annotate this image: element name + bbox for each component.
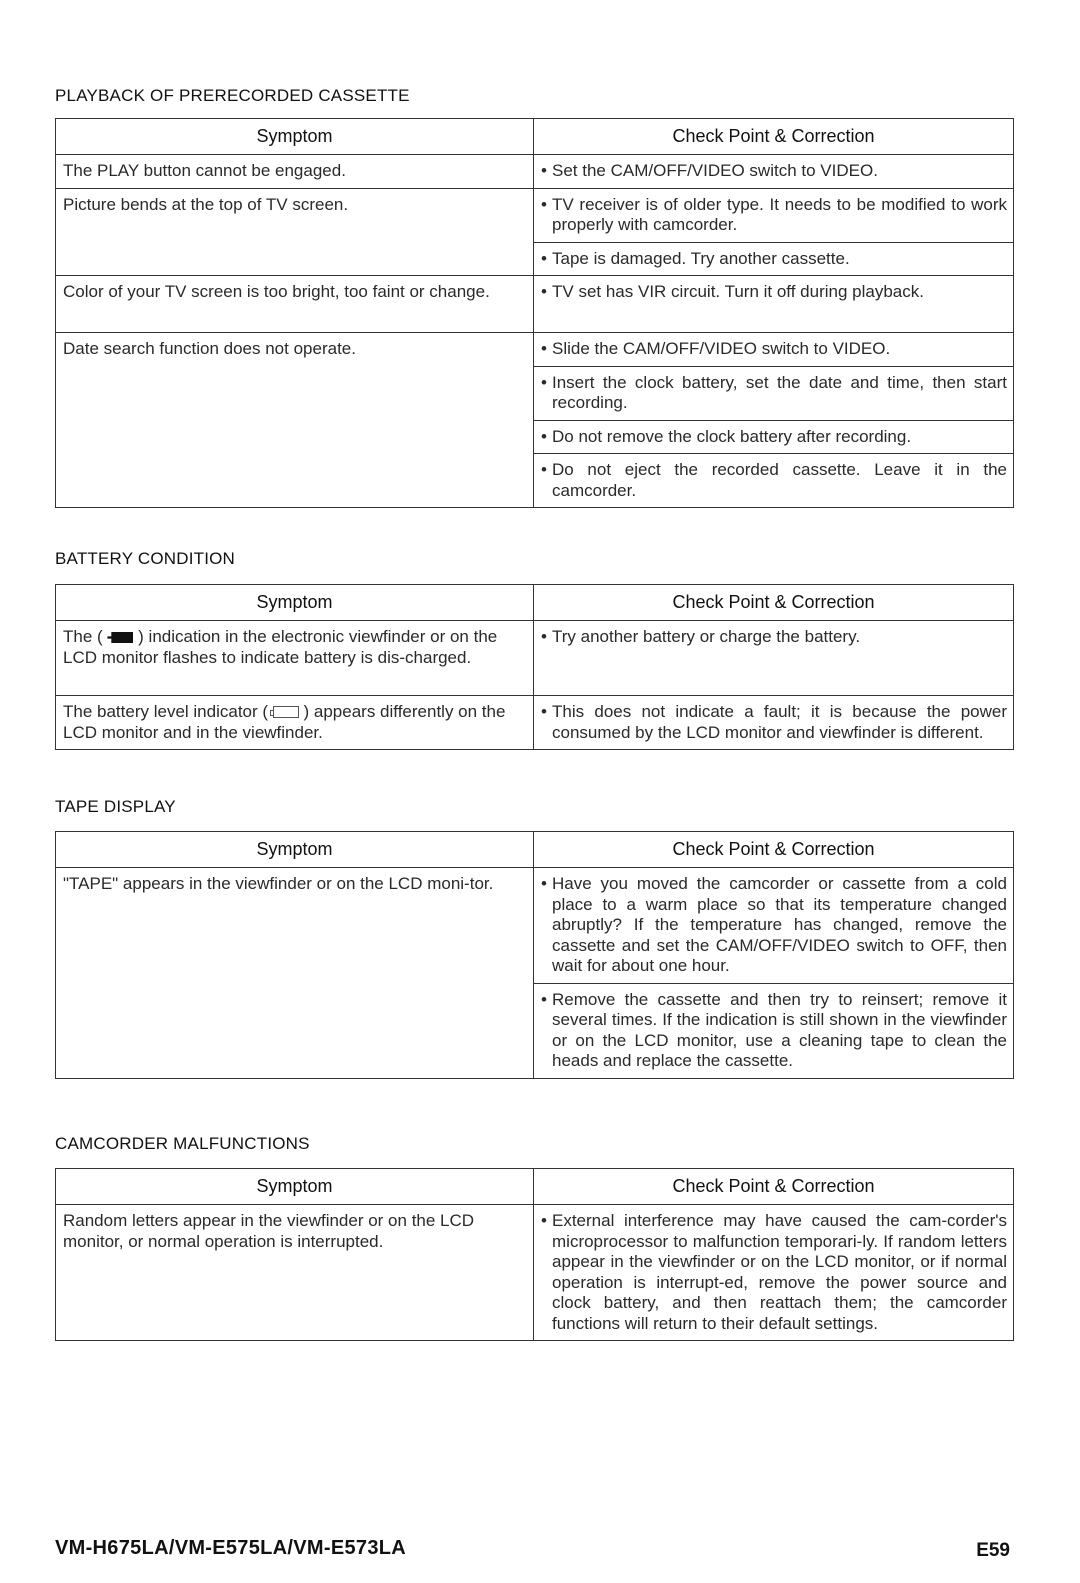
symptom-cell: Picture bends at the top of TV screen. bbox=[56, 188, 534, 276]
check-cell bbox=[534, 276, 1014, 333]
symptom-cell: The PLAY button cannot be engaged. bbox=[56, 155, 534, 189]
symptom-text: ) appears differently on the LCD monitor and in the viewfinder. bbox=[63, 702, 506, 742]
table-row bbox=[56, 188, 1014, 242]
check-cell bbox=[534, 696, 1014, 750]
check-text: Insert the clock battery, set the date and time, then start recording. bbox=[552, 372, 1007, 412]
page-number: E59 bbox=[976, 1540, 1010, 1561]
bullet: • bbox=[541, 1211, 547, 1230]
symptom-header: Symptom bbox=[56, 585, 534, 621]
symptom-cell: "TAPE" appears in the viewfinder or on the LCD moni-tor. bbox=[56, 868, 534, 1079]
section-title-camcorder: CAMCORDER MALFUNCTIONS bbox=[55, 1134, 310, 1153]
battery-table bbox=[55, 584, 1014, 750]
check-cell bbox=[534, 366, 1014, 420]
check-cell bbox=[534, 420, 1014, 454]
check-cell bbox=[534, 454, 1014, 508]
section-title-battery: BATTERY CONDITION bbox=[55, 549, 236, 568]
symptom-text: ) indication in the electronic viewfinder or on the LCD monitor flashes to indicate battery is dis-charged. bbox=[63, 627, 498, 667]
table-header-row bbox=[56, 585, 1014, 621]
symptom-cell: Date search function does not operate. bbox=[56, 333, 534, 508]
bullet: • bbox=[541, 989, 547, 1009]
table-row bbox=[56, 1205, 1014, 1341]
bullet: • bbox=[541, 874, 547, 893]
check-cell bbox=[534, 983, 1014, 1078]
check-text: TV set has VIR circuit. Turn it off during playback. bbox=[552, 282, 924, 301]
symptom-header: Symptom bbox=[56, 1169, 534, 1205]
check-text: TV receiver is of older type. It needs to be modified to work properly with camcorder. bbox=[552, 194, 1007, 234]
bullet: • bbox=[541, 194, 547, 214]
check-text: Do not remove the clock battery after recording. bbox=[552, 426, 912, 446]
battery-level-icon bbox=[273, 706, 299, 718]
tape-table bbox=[55, 831, 1014, 1079]
check-text: Try another battery or charge the battery. bbox=[552, 627, 861, 646]
check-header: Check Point & Correction bbox=[534, 1169, 1014, 1205]
check-text: Slide the CAM/OFF/VIDEO switch to VIDEO. bbox=[552, 339, 891, 358]
check-header: Check Point & Correction bbox=[534, 585, 1014, 621]
check-header: Check Point & Correction bbox=[534, 119, 1014, 155]
check-cell bbox=[534, 155, 1014, 189]
bullet: • bbox=[541, 248, 547, 268]
camcorder-table bbox=[55, 1168, 1014, 1341]
check-text: Have you moved the camcorder or cassette from a cold place to a warm place so that its temperature changed abruptly? If the temperature has changed, remove the cassette and set the CAM/OFF/VIDEO switch to OFF, then wait for about one hour. bbox=[552, 874, 1007, 975]
symptom-text: The battery level indicator ( bbox=[63, 702, 269, 721]
check-text: Set the CAM/OFF/VIDEO switch to VIDEO. bbox=[552, 161, 878, 180]
symptom-cell: Color of your TV screen is too bright, too faint or change. bbox=[56, 276, 534, 333]
bullet: • bbox=[541, 460, 547, 479]
table-row bbox=[56, 276, 1014, 333]
check-text: This does not indicate a fault; it is because the power consumed by the LCD monitor and viewfinder is different. bbox=[552, 702, 1007, 742]
bullet: • bbox=[541, 339, 547, 358]
symptom-text: The ( bbox=[63, 627, 103, 646]
check-cell bbox=[534, 188, 1014, 242]
section-title-tape: TAPE DISPLAY bbox=[55, 797, 176, 816]
check-cell bbox=[534, 333, 1014, 367]
section-title-playback: PLAYBACK OF PRERECORDED CASSETTE bbox=[55, 86, 410, 105]
battery-low-icon bbox=[107, 632, 133, 643]
bullet: • bbox=[541, 372, 547, 392]
check-text: External interference may have caused the cam-corder's microprocessor to malfunction temporari-ly. If random letters appear in the viewfinder or on the LCD monitor, or if normal operation is interrupt-ed, remove the power source and clock battery, and then reattach them; the camcorder functions will return to their default settings. bbox=[552, 1211, 1007, 1333]
bullet: • bbox=[541, 282, 547, 301]
check-text: Remove the cassette and then try to reinsert; remove it several times. If the indication is still shown in the viewfinder or on the LCD monitor, use a cleaning tape to clean the heads and replace the cassette. bbox=[552, 989, 1007, 1070]
table-header-row bbox=[56, 119, 1014, 155]
table-row bbox=[56, 621, 1014, 696]
footer-model: VM-H675LA/VM-E575LA/VM-E573LA bbox=[55, 1537, 407, 1559]
table-row bbox=[56, 696, 1014, 750]
table-row bbox=[56, 155, 1014, 189]
check-cell bbox=[534, 621, 1014, 696]
table-row bbox=[56, 333, 1014, 367]
symptom-cell bbox=[56, 621, 534, 696]
bullet: • bbox=[541, 627, 547, 646]
table-row bbox=[56, 868, 1014, 984]
check-cell bbox=[534, 242, 1014, 276]
table-header-row bbox=[56, 1169, 1014, 1205]
symptom-cell: Random letters appear in the viewfinder or on the LCD monitor, or normal operation is interrupted. bbox=[56, 1205, 534, 1341]
check-cell bbox=[534, 868, 1014, 984]
symptom-cell bbox=[56, 696, 534, 750]
check-text: Do not eject the recorded cassette. Leave it in the camcorder. bbox=[552, 460, 1007, 500]
table-header-row bbox=[56, 832, 1014, 868]
bullet: • bbox=[541, 161, 547, 180]
check-text: Tape is damaged. Try another cassette. bbox=[552, 248, 850, 268]
bullet: • bbox=[541, 702, 547, 721]
symptom-header: Symptom bbox=[56, 119, 534, 155]
check-header: Check Point & Correction bbox=[534, 832, 1014, 868]
symptom-header: Symptom bbox=[56, 832, 534, 868]
playback-table bbox=[55, 118, 1014, 508]
bullet: • bbox=[541, 426, 547, 446]
check-cell bbox=[534, 1205, 1014, 1341]
